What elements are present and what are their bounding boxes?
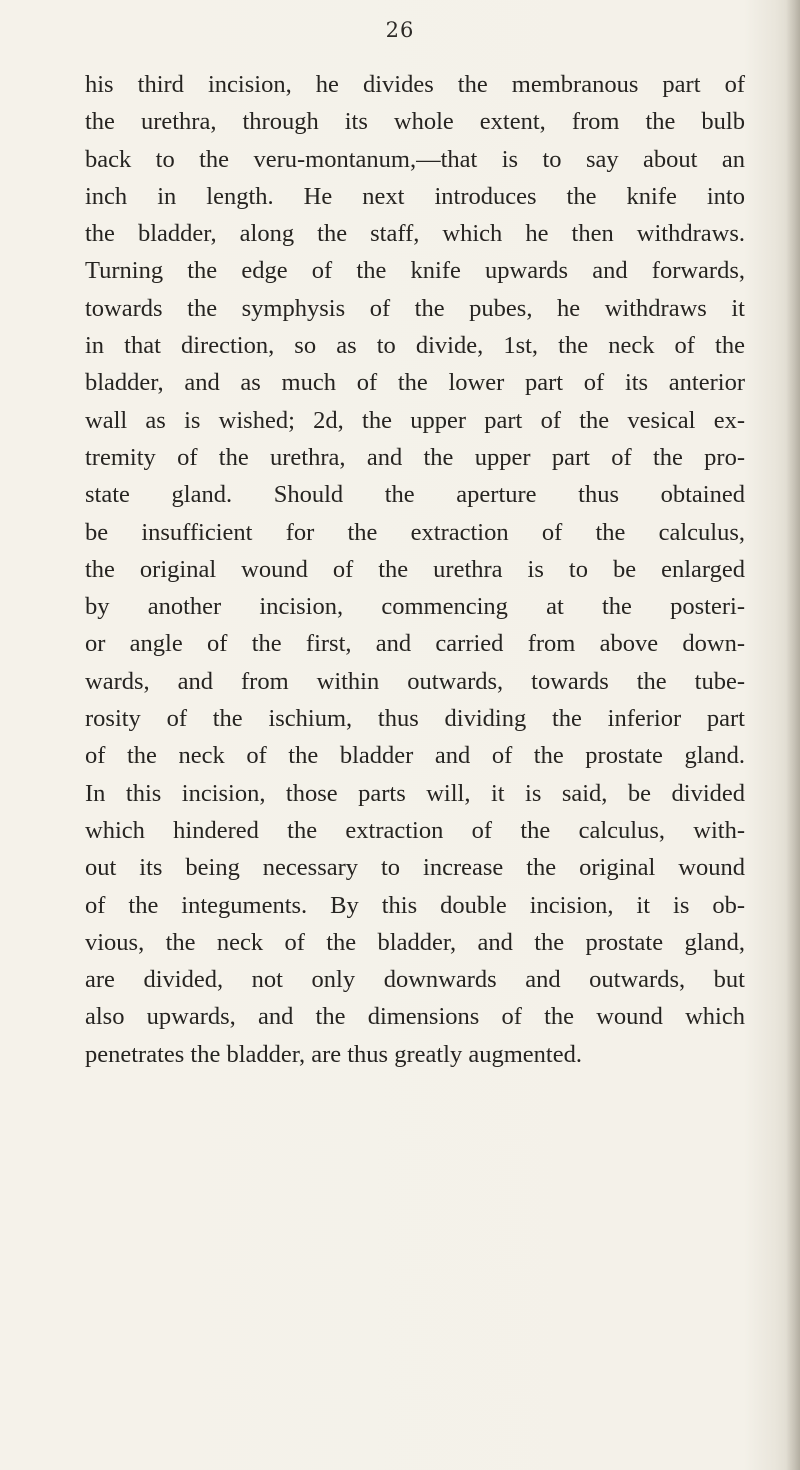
text-line: state gland. Should the aperture thus obtained	[85, 481, 745, 509]
text-line: wall as is wished; 2d, the upper part of the vesical ex-	[85, 406, 745, 434]
text-line: in that direction, so as to divide, 1st, the neck of the	[85, 332, 745, 360]
text-line: out its being necessary to increase the original wound	[85, 854, 745, 882]
text-line: be insufficient for the extraction of the calculus,	[85, 518, 745, 546]
text-line: Turning the edge of the knife upwards and forwards,	[85, 257, 745, 285]
text-line: tremity of the urethra, and the upper part of the pro-	[85, 443, 745, 471]
text-line: vious, the neck of the bladder, and the prostate gland,	[85, 928, 745, 956]
text-line: the original wound of the urethra is to be enlarged	[85, 555, 745, 583]
page-number: 26	[385, 18, 415, 42]
text-line: wards, and from within outwards, towards the tube-	[85, 667, 745, 695]
text-line: also upwards, and the dimensions of the wound which	[85, 1003, 745, 1031]
body-text	[85, 66, 745, 1073]
text-line: of the neck of the bladder and of the prostate gland.	[85, 742, 745, 770]
text-line: inch in length. He next introduces the knife into	[85, 182, 745, 210]
text-line: by another incision, commencing at the posteri-	[85, 593, 745, 621]
page-edge-shadow	[786, 0, 800, 1470]
text-line: towards the symphysis of the pubes, he withdraws it	[85, 294, 745, 322]
text-line: the urethra, through its whole extent, from the bulb	[85, 108, 745, 136]
text-line: back to the veru-montanum,—that is to say about an	[85, 145, 745, 173]
text-line: or angle of the first, and carried from above down-	[85, 630, 745, 658]
text-line: rosity of the ischium, thus dividing the inferior part	[85, 705, 745, 733]
text-line: In this incision, those parts will, it is said, be divided	[85, 779, 745, 807]
text-line: which hindered the extraction of the calculus, with-	[85, 816, 745, 844]
text-line: of the integuments. By this double incision, it is ob-	[85, 891, 745, 919]
text-line: bladder, and as much of the lower part of its anterior	[85, 369, 745, 397]
text-line: the bladder, along the staff, which he then withdraws.	[85, 220, 745, 248]
text-line: are divided, not only downwards and outwards, but	[85, 966, 745, 994]
text-line: his third incision, he divides the membranous part of	[85, 71, 745, 98]
text-line: penetrates the bladder, are thus greatly augmented.	[85, 1040, 582, 1068]
